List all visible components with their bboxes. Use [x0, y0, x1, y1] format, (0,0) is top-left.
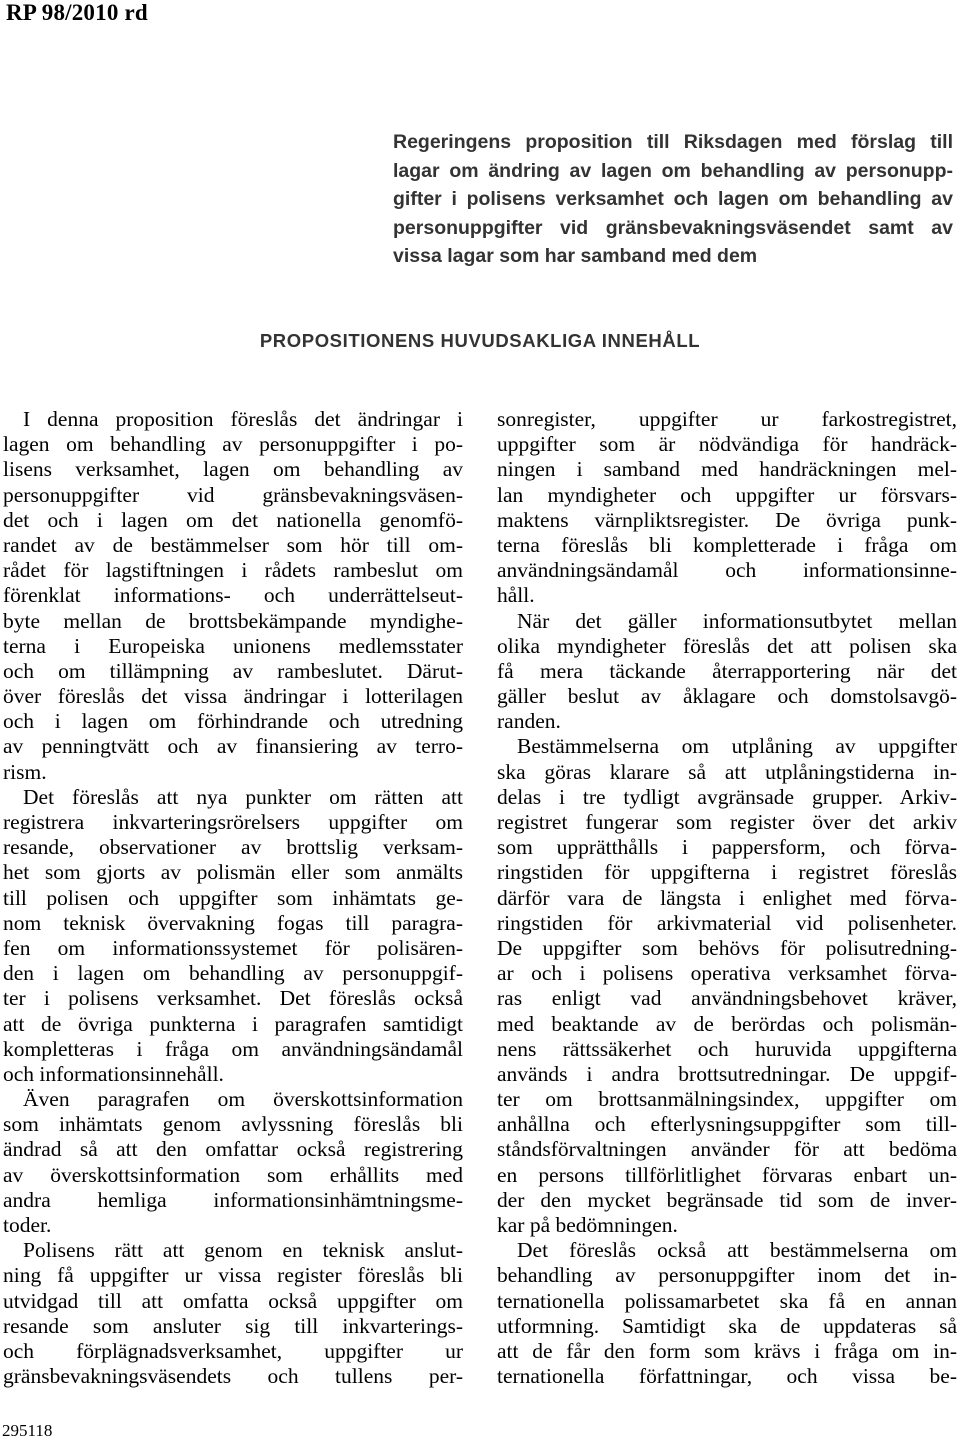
text-line: och förplägnadsverksamhet, uppgifter ur	[3, 1338, 463, 1363]
text-line: och informationsinnehåll.	[3, 1061, 224, 1086]
text-line: rådet för lagstiftningen i rådets rambeslut om	[3, 558, 463, 583]
text-line: att de får den form som krävs i fråga om in-	[497, 1338, 957, 1363]
text-line: resande som ansluter sig till inkvarterings-	[3, 1313, 463, 1338]
text-line: en persons tillförlitlighet förvaras enbart un-	[497, 1162, 957, 1187]
text-line: ringstiden för uppgifterna i registret föreslås	[497, 860, 957, 885]
text-line: används i andra brottsutredningar. De uppgif-	[497, 1061, 957, 1086]
text-line: personuppgifter vid gränsbevakningsväsen-	[3, 482, 463, 507]
text-line: ter i polisens verksamhet. Det föreslås också	[3, 986, 463, 1011]
text-line: terna i Europeiska unionens medlemsstater	[3, 633, 463, 658]
text-line: sonregister, uppgifter ur farkostregistret,	[497, 407, 957, 431]
text-line: resande, observationer av brottslig verksam-	[3, 835, 463, 860]
text-line: av penningtvätt och av finansiering av terro-	[3, 734, 463, 759]
text-line: ras enligt vad användningsbehovet kräver,	[497, 986, 957, 1011]
text-line: registrera inkvarteringsrörelsers uppgifter om	[3, 810, 463, 834]
page-number: 295118	[2, 1421, 53, 1440]
text-line: över föreslås det vissa ändringar i lotterilagen	[3, 684, 463, 709]
text-line: Bestämmelserna om utplåning av uppgifter	[517, 734, 957, 759]
proposition-title	[393, 128, 953, 271]
text-line: som upprätthålls i pappersform, och förva-	[497, 835, 957, 860]
text-line: håll.	[497, 583, 535, 608]
text-line: kompletteras i fråga om användningsändamål	[3, 1036, 463, 1061]
text-line: maktens värnpliktsregister. De övriga punk-	[497, 507, 957, 532]
text-line: lan myndigheter och uppgifter ur försvars-	[497, 482, 957, 507]
text-line: De uppgifter som behövs för polisutredning-	[497, 935, 957, 960]
section-heading: PROPOSITIONENS HUVUDSAKLIGA INNEHÅLL	[259, 330, 701, 351]
text-line: ståndsförvaltningen använder för att bedöma	[497, 1137, 957, 1162]
text-line: ter om brottsanmälningsindex, uppgifter om	[497, 1087, 957, 1112]
text-line: få mera täckande återrapportering när det	[497, 658, 957, 683]
right-column	[497, 407, 957, 1389]
text-line: utvidgad till att omfatta också uppgifter om	[3, 1288, 463, 1313]
text-line: och om tillämpning av rambeslutet. Därut-	[3, 658, 463, 683]
text-line: När det gäller informationsutbytet mellan	[517, 608, 957, 633]
text-line: anhållna och efterlysningsuppgifter som till-	[497, 1112, 957, 1137]
text-line: gränsbevakningsväsendets och tullens per-	[3, 1364, 463, 1389]
text-line: gäller beslut av åklagare och domstolsavgö-	[497, 684, 957, 709]
text-line: toder.	[3, 1213, 52, 1237]
text-line: ningen i samband med handräckningen mel-	[497, 457, 957, 482]
text-line: att de övriga punkterna i paragrafen samtidigt	[3, 1011, 463, 1036]
title-line: lagar om ändring av lagen om behandling av personupp-	[393, 159, 953, 182]
text-line: behandling av personuppgifter inom det in-	[497, 1263, 957, 1288]
text-line: fen om informationssystemet för polisären-	[3, 935, 463, 960]
text-line: ternationella polissamarbetet ska få en annan	[497, 1288, 957, 1313]
text-line: det och i lagen om det nationella genomfö-	[3, 507, 463, 532]
text-line: registret fungerar som register över det arkiv	[497, 810, 957, 834]
text-line: lisens verksamhet, lagen om behandling av	[3, 457, 463, 482]
text-line: till polisen och uppgifter som inhämtats ge-	[3, 885, 463, 910]
text-line: delas i tre tydligt avgränsade grupper. Arkiv-	[497, 784, 957, 809]
text-line: rism.	[3, 759, 47, 784]
text-line: lagen om behandling av personuppgifter i po-	[3, 432, 463, 457]
text-line: andra hemliga informationsinhämtningsme-	[3, 1187, 463, 1212]
text-line: Även paragrafen om överskottsinformation	[23, 1087, 463, 1112]
text-line: ringstiden för arkivmaterial vid polisenheter.	[497, 910, 957, 935]
text-line: I denna proposition föreslås det ändringar i	[23, 407, 463, 431]
text-line: Det föreslås att nya punkter om rätten att	[23, 784, 463, 809]
text-line: ternationella författningar, och vissa be-	[497, 1364, 957, 1389]
left-column	[3, 407, 463, 1389]
title-line: vissa lagar som har samband med dem	[393, 245, 758, 268]
text-line: olika myndigheter föreslås det att polisen ska	[497, 633, 957, 658]
text-line: terna föreslås bli kompletterade i fråga om	[497, 532, 957, 557]
text-line: den i lagen om behandling av personuppgif-	[3, 961, 463, 986]
text-line: av överskottsinformation som erhållits med	[3, 1162, 463, 1187]
text-line: därför vara de längsta i enlighet med förva-	[497, 885, 957, 910]
text-line: Polisens rätt att genom en teknisk anslut-	[23, 1238, 463, 1263]
text-line: randet av de bestämmelser som hör till om-	[3, 532, 463, 557]
title-line: gifter i polisens verksamhet och lagen om behandling av	[393, 188, 953, 211]
text-line: ning få uppgifter ur vissa register föreslås bli	[3, 1263, 463, 1288]
text-line: med beaktande av de berördas och polismän-	[497, 1011, 957, 1036]
title-line: personuppgifter vid gränsbevakningsväsendet samt av	[393, 216, 953, 239]
text-line: uppgifter som är nödvändiga för handräck-	[497, 432, 957, 457]
text-line: byte mellan de brottsbekämpande myndighe-	[3, 608, 463, 633]
text-line: het som gjorts av polismän eller som anmälts	[3, 860, 463, 885]
text-line: utformning. Samtidigt ska de uppdateras så	[497, 1313, 957, 1338]
text-line: som inhämtats genom avlyssning föreslås bli	[3, 1112, 463, 1137]
document-reference: RP 98/2010 rd	[6, 0, 148, 25]
text-line: användningsändamål och informationsinne-	[497, 558, 957, 583]
text-line: kar på bedömningen.	[497, 1213, 678, 1237]
text-line: nom teknisk övervakning fogas till paragra-	[3, 910, 463, 935]
text-line: nens rättssäkerhet och huruvida uppgifterna	[497, 1036, 957, 1061]
text-line: Det föreslås också att bestämmelserna om	[517, 1238, 957, 1263]
text-line: ändrad så att den omfattar också registrering	[3, 1137, 463, 1162]
text-line: der den mycket begränsade tid som de inver-	[497, 1187, 957, 1212]
text-line: och i lagen om förhindrande och utredning	[3, 709, 463, 734]
text-line: ar och i polisens operativa verksamhet förva-	[497, 961, 957, 986]
title-line: Regeringens proposition till Riksdagen med förslag till	[393, 131, 953, 153]
text-line: randen.	[497, 709, 561, 734]
text-line: förenklat informations- och underrättelseut-	[3, 583, 463, 608]
text-line: ska göras klarare så att utplåningstiderna in-	[497, 759, 957, 784]
